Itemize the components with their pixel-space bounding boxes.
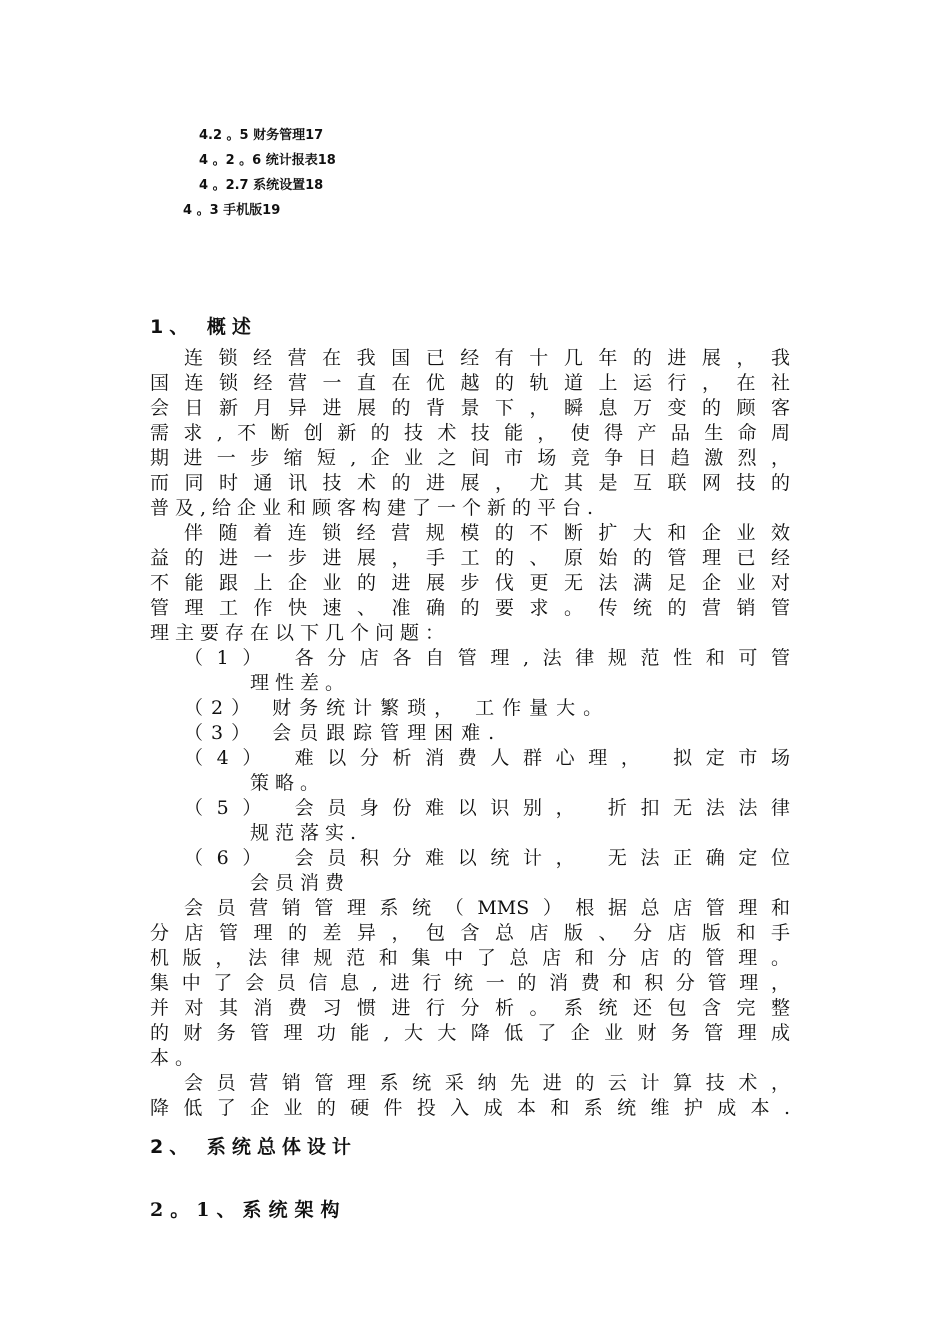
toc-entry[interactable] xyxy=(199,123,323,148)
paragraph-line: 国连锁经营一直在优越的轨道上运行，在社 xyxy=(150,372,790,394)
list-item: （5） 会员身份难以识别， 折扣无法法律 xyxy=(184,797,790,819)
list-item: （6） 会员积分难以统计， 无法正确定位 xyxy=(184,847,790,869)
list-item: （2） 财务统计繁琐， 工作量大。 xyxy=(184,697,611,719)
paragraph-line: 管理工作快速、准确的要求。传统的营销管 xyxy=(150,597,790,619)
paragraph-line: 的财务管理功能,大大降低了企业财务管理成 xyxy=(150,1022,790,1044)
paragraph-line: 普及,给企业和顾客构建了一个新的平台. xyxy=(150,497,600,519)
paragraph-line: 集中了会员信息,进行统一的消费和积分管理， xyxy=(150,972,790,994)
list-item-continuation: 理性差。 xyxy=(250,672,351,694)
paragraph-line: 会员营销管理系统采纳先进的云计算技术， xyxy=(184,1072,790,1094)
paragraph-line: 不能跟上企业的进展步伐更无法满足企业对 xyxy=(150,572,790,594)
toc-item-settings[interactable]: 4 。2.7 系统设置18 xyxy=(199,178,324,193)
section-heading-system-design: 2、 系统总体设计 xyxy=(150,1136,357,1158)
paragraph-line: 分店管理的差异，包含总店版、分店版和手 xyxy=(150,922,790,944)
toc-item-mobile[interactable]: 4 。3 手机版19 xyxy=(183,203,281,218)
paragraph-line: 机版，法律规范和集中了总店和分店的管理。 xyxy=(150,947,790,969)
paragraph-line: 益的进一步进展，手工的、原始的管理已经 xyxy=(150,547,790,569)
list-item-continuation: 策略。 xyxy=(250,772,326,794)
paragraph-line: 会日新月异进展的背景下，瞬息万变的顾客 xyxy=(150,397,790,419)
paragraph-line: 而同时通讯技术的进展，尤其是互联网技的 xyxy=(150,472,790,494)
paragraph-line: 期进一步缩短,企业之间市场竞争日趋激烈， xyxy=(150,447,790,469)
paragraph-line: 降低了企业的硬件投入成本和系统维护成本. xyxy=(150,1097,790,1119)
toc-item-statistics[interactable]: 4 。2 。6 统计报表18 xyxy=(199,153,336,168)
toc-item-financial[interactable]: 4.2 。5 财务管理17 xyxy=(199,128,324,143)
toc-entry[interactable] xyxy=(183,198,280,223)
paragraph-line: 会员营销管理系统（MMS）根据总店管理和 xyxy=(184,897,790,919)
list-item: （4） 难以分析消费人群心理， 拟定市场 xyxy=(184,747,790,769)
paragraph-line: 连锁经营在我国已经有十几年的进展，我 xyxy=(184,347,790,369)
paragraph-line: 并对其消费习惯进行分析。系统还包含完整 xyxy=(150,997,790,1019)
list-item: （3） 会员跟踪管理困难. xyxy=(184,722,503,744)
paragraph-line: 需求,不断创新的技术技能，使得产品生命周 xyxy=(150,422,790,444)
paragraph-line: 理主要存在以下几个问题： xyxy=(150,622,451,644)
list-item-continuation: 会员消费 xyxy=(250,872,351,894)
section-heading-architecture: 2。1、系统架构 xyxy=(150,1199,347,1221)
toc-entry[interactable] xyxy=(199,148,336,173)
section-heading-overview: 1、 概述 xyxy=(150,316,257,338)
body-text xyxy=(150,346,790,1121)
list-item: （1） 各分店各自管理,法律规范性和可管 xyxy=(184,647,790,669)
toc-entry[interactable] xyxy=(199,173,323,198)
paragraph-line: 伴随着连锁经营规模的不断扩大和企业效 xyxy=(184,522,790,544)
list-item-continuation: 规范落实. xyxy=(250,822,363,844)
paragraph-line: 本。 xyxy=(150,1047,201,1069)
